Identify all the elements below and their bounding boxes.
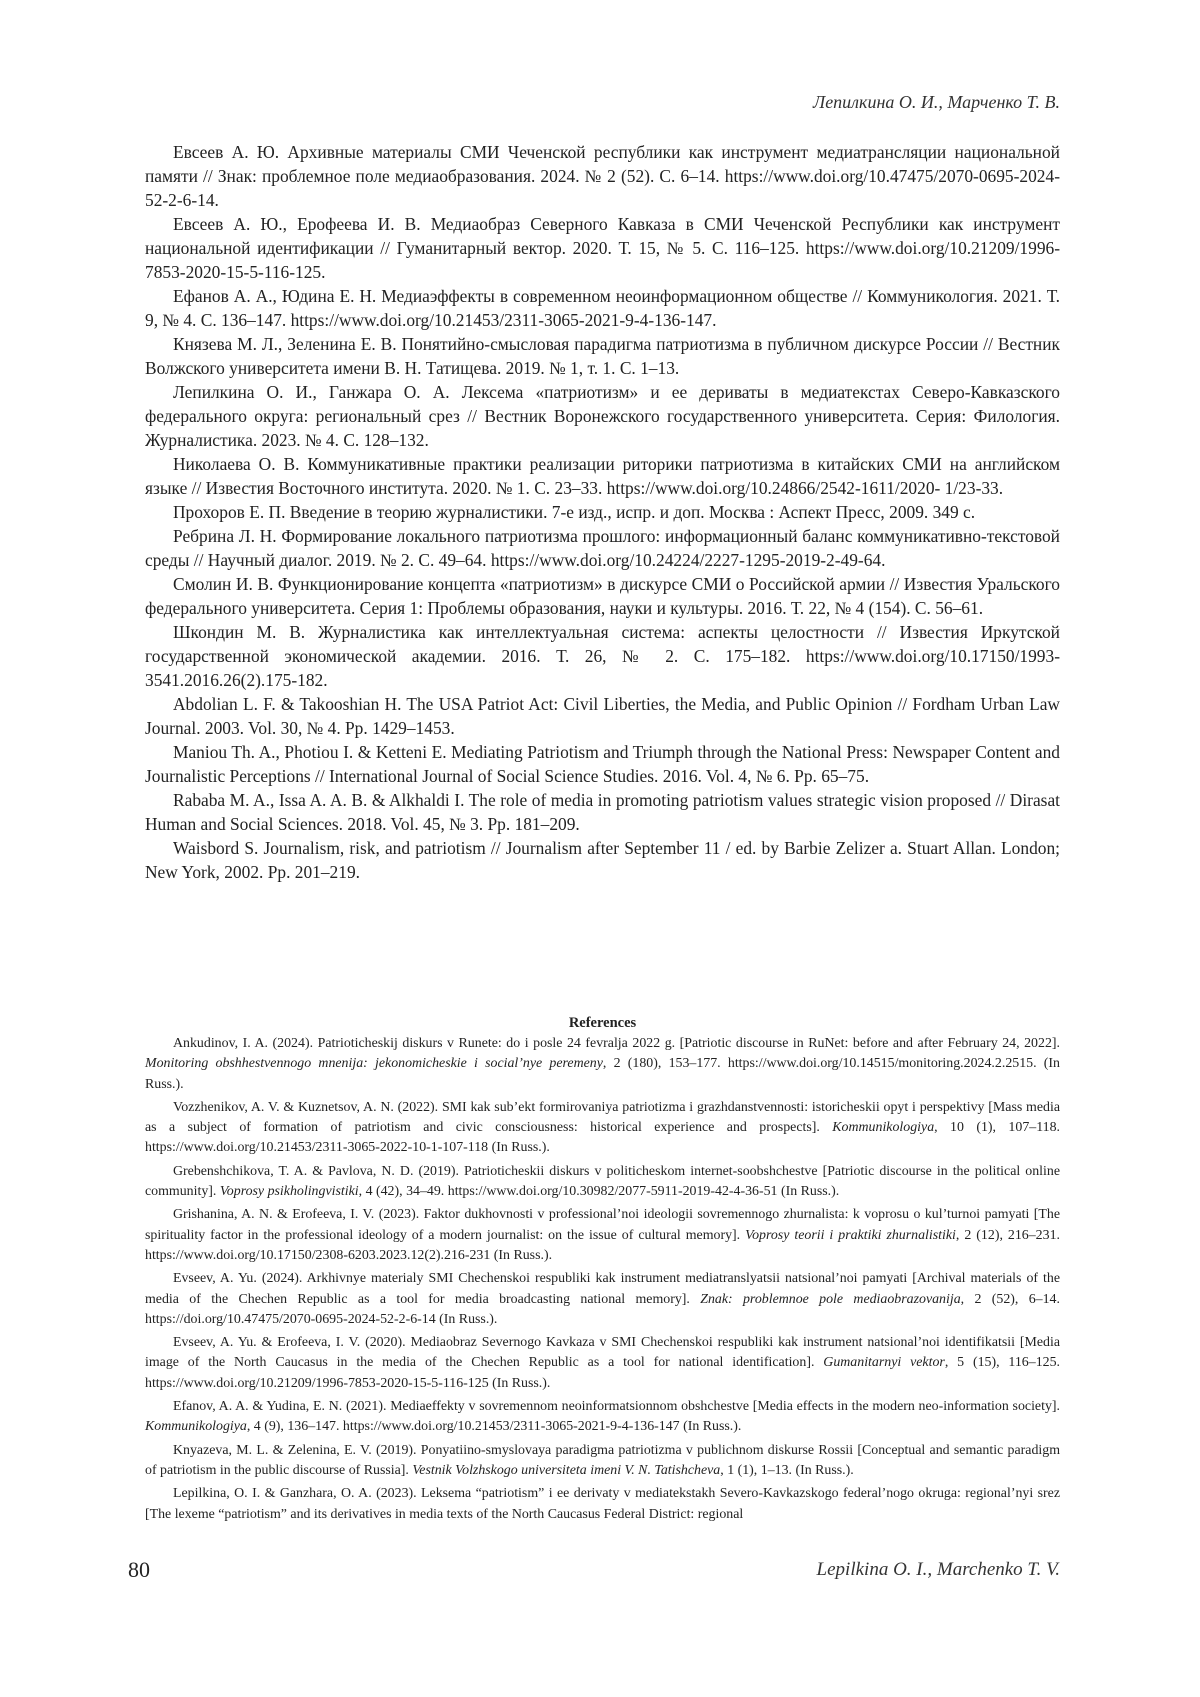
bibliography-entry: Евсеев А. Ю., Ерофеева И. В. Медиаобраз Северного Кавказа в СМИ Чеченской Республики как инструмент национальной идентификации // Гуманитарный вектор. 2020. Т. 15, № 5. С. 116–125. https://www.doi.org/10.21209/1996-7853-2020-15-5-116-125. — [145, 214, 1060, 282]
reference-entry — [145, 1441, 1060, 1482]
running-head: Лепилкина О. И., Марченко Т. В. — [813, 92, 1060, 112]
reference-details: , 2 (12), 216–231. https://www.doi.org/10.17150/2308-6203.2023.12(2).216-231 (In Russ.). — [145, 1227, 1060, 1263]
reference-details: , 10 (1), 107–118. https://www.doi.org/10.21453/2311-3065-2022-10-1-107-118 (In Russ.). — [145, 1120, 1061, 1156]
bibliography-entry: Ребрина Л. Н. Формирование локального патриотизма прошлого: информационный баланс коммуникативно-текстовой среды // Научный диалог. 2019. № 2. С. 49–64. https://www.doi.org/10.24224/2227-1295-2019-2-49-64. — [145, 526, 1060, 570]
reference-details: , 2 (180), 153–177. https://www.doi.org/10.14515/monitoring.2024.2.2515. (In Russ.). — [145, 1056, 1060, 1092]
references-heading: References — [568, 1015, 637, 1031]
reference-details: , 5 (15), 116–125. https://www.doi.org/10.21209/1996-7853-2020-15-5-116-125 (In Russ.). — [145, 1355, 1061, 1391]
reference-journal: Monitoring obshhestvennogo mnenija: jekonomicheskie i social’nye peremeny — [145, 1056, 603, 1072]
bibliography-entry: Князева М. Л., Зеленина Е. В. Понятийно-смысловая парадигма патриотизма в публичном дискурсе России // Вестник Волжского университета имени В. Н. Татищева. 2019. № 1, т. 1. С. 1–13. — [145, 334, 1060, 378]
reference-journal: Vestnik Volzhskogo universiteta imeni V. N. Tatishcheva — [412, 1462, 721, 1478]
bibliography-ru — [145, 140, 1060, 884]
reference-entry — [145, 1397, 1060, 1438]
reference-text: Evseev, A. Yu. & Erofeeva, I. V. (2020). Mediaobraz Severnogo Kavkaza v SMI Chechenskoi respubliki kak instrument natsional’noi identifikatsii [Media image of the North Caucasus in the media of the Chechen Republic as a tool for national identification]. — [145, 1335, 1060, 1371]
reference-details: , 1 (1), 1–13. (In Russ.). — [720, 1462, 854, 1478]
reference-entry — [145, 1205, 1060, 1266]
bibliography-entry: Ефанов А. А., Юдина Е. Н. Медиаэффекты в современном неоинформационном обществе // Коммуникология. 2021. Т. 9, № 4. С. 136–147. https://www.doi.org/10.21453/2311-3065-2021-9-4-136-147. — [145, 286, 1060, 330]
bibliography-entry: Николаева О. В. Коммуникативные практики реализации риторики патриотизма в китайских СМИ на английском языке // Известия Восточного института. 2020. № 1. С. 23–33. https://www.doi.org/10.24866/2542-1611/2020- 1/23-33. — [145, 454, 1060, 498]
reference-entry — [145, 1484, 1060, 1525]
reference-entry — [145, 1333, 1060, 1394]
bibliography-entry: Евсеев А. Ю. Архивные материалы СМИ Чеченской республики как инструмент медиатрансляции национальной памяти // Знак: проблемное поле медиаобразования. 2024. № 2 (52). С. 6–14. https://www.doi.org/10.47475/2070-0695-2024-52-2-6-14. — [145, 142, 1060, 210]
reference-entry — [145, 1098, 1060, 1159]
reference-journal: Kommunikologiya — [832, 1120, 935, 1136]
bibliography-entry: Rababa M. A., Issa A. A. B. & Alkhaldi I. The role of media in promoting patriotism values strategic vision proposed // Dirasat Human and Social Sciences. 2018. Vol. 45, № 3. Pp. 181–209. — [145, 790, 1060, 834]
bibliography-entry: Шкондин М. В. Журналистика как интеллектуальная система: аспекты целостности // Известия Иркутской государственной экономической академии. 2016. Т. 26, № 2. С. 175–182. https://www.doi.org/10.17150/1993-3541.2016.26(2).175-182. — [145, 622, 1060, 690]
page-number: 80 — [128, 1557, 150, 1582]
bibliography-entry: Maniou Th. A., Photiou I. & Ketteni E. Mediating Patriotism and Triumph through the National Press: Newspaper Content and Journalistic Perceptions // International Journal of Social Science Studies. 2016. Vol. 4, № 6. Pp. 65–75. — [145, 742, 1060, 786]
bibliography-entry: Смолин И. В. Функционирование концепта «патриотизм» в дискурсе СМИ о Российской армии // Известия Уральского федерального университета. Серия 1: Проблемы образования, науки и культуры. 2016. Т. 22, № 4 (154). С. 56–61. — [145, 574, 1060, 618]
footer-authors: Lepilkina O. I., Marchenko T. V. — [816, 1559, 1060, 1580]
reference-entry — [145, 1034, 1060, 1095]
reference-details: , 4 (42), 34–49. https://www.doi.org/10.30982/2077-5911-2019-42-4-36-51 (In Russ.). — [358, 1184, 840, 1200]
reference-text: Lepilkina, O. I. & Ganzhara, O. A. (2023). Leksema “patriotism” i ee derivaty v mediatekstakh Severo-Kavkazskogo federal’nogo okruga: regional’nyi srez [The lexeme “patriotism” and its derivatives in media texts of the North Caucasus Federal District: regional — [145, 1486, 1060, 1522]
reference-journal: Voprosy teorii i praktiki zhurnalistiki — [745, 1227, 956, 1243]
reference-journal: Kommunikologiya — [145, 1419, 247, 1435]
reference-entry — [145, 1269, 1060, 1330]
reference-text: Efanov, A. A. & Yudina, E. N. (2021). Mediaeffekty v sovremennom neoinformatsionnom obshchestve [Media effects in the modern neo-information society]. — [173, 1399, 1060, 1415]
bibliography-entry: Abdolian L. F. & Takooshian H. The USA Patriot Act: Civil Liberties, the Media, and Public Opinion // Fordham Urban Law Journal. 2003. Vol. 30, № 4. Pp. 1429–1453. — [145, 694, 1060, 738]
reference-text: Ankudinov, I. A. (2024). Patrioticheskij diskurs v Runete: do i posle 24 fevralja 2022 g. [Patriotic discourse in RuNet: before and after February 24, 2022]. — [173, 1036, 1060, 1051]
reference-journal: Voprosy psikholingvistiki — [219, 1184, 359, 1200]
reference-text: Knyazeva, M. L. & Zelenina, E. V. (2019). Ponyatiino-smyslovaya paradigma patriotizma v publichnom diskurse Rossii [Conceptual and semantic paradigm of patriotism in the public discourse of Russia]. — [145, 1442, 1060, 1478]
reference-entry — [145, 1162, 1060, 1203]
reference-journal: Znak: problemnoe pole mediaobrazovanija — [700, 1291, 961, 1307]
references-list — [145, 1034, 1060, 1528]
reference-details: , 4 (9), 136–147. https://www.doi.org/10.21453/2311-3065-2021-9-4-136-147 (In Russ.). — [246, 1419, 742, 1435]
bibliography-entry: Waisbord S. Journalism, risk, and patriotism // Journalism after September 11 / ed. by Barbie Zelizer a. Stuart Allan. London; New York, 2002. Pp. 201–219. — [145, 838, 1060, 882]
reference-text: Grebenshchikova, T. A. & Pavlova, N. D. (2019). Patrioticheskii diskurs v politicheskom internet-soobshchestve [Patriotic discourse in the political online community]. — [145, 1163, 1060, 1200]
reference-text: Evseev, A. Yu. (2024). Arkhivnye materialy SMI Chechenskoi respubliki kak instrument mediatranslyatsii natsional’noi pamyati [Archival materials of the media of the Chechen Republic as a tool for media broadcasting national memory]. — [145, 1271, 1060, 1307]
reference-details: , 2 (52), 6–14. https://doi.org/10.47475/2070-0695-2024-52-2-6-14 (In Russ.). — [145, 1291, 1060, 1327]
bibliography-entry: Лепилкина О. И., Ганжара О. А. Лексема «патриотизм» и ее дериваты в медиатекстах Северо-Кавказского федерального округа: региональный срез // Вестник Воронежского государственного университета. Серия: Филология. Журналистика. 2023. № 4. С. 128–132. — [145, 382, 1060, 450]
reference-journal: Gumanitarnyi vektor — [823, 1355, 945, 1371]
reference-text: Vozzhenikov, A. V. & Kuznetsov, A. N. (2022). SMI kak sub’ekt formirovaniya patriotizma i grazhdanstvennosti: istoricheskii opyt i perspektivy [Mass media as a subject of formation of patriotism and civic consciousness: historical experience and prospects]. — [145, 1099, 1060, 1136]
reference-text: Grishanina, A. N. & Erofeeva, I. V. (2023). Faktor dukhovnosti v professional’noi ideologii sovremennogo zhurnalista: k voprosu o kul’turnoi pamyati [The spirituality factor in the professional ideology of a modern journalist: on the issue of cultural memory]. — [145, 1207, 1060, 1243]
bibliography-entry: Прохоров Е. П. Введение в теорию журналистики. 7-е изд., испр. и доп. Москва : Аспект Пресс, 2009. 349 с. — [173, 502, 976, 522]
